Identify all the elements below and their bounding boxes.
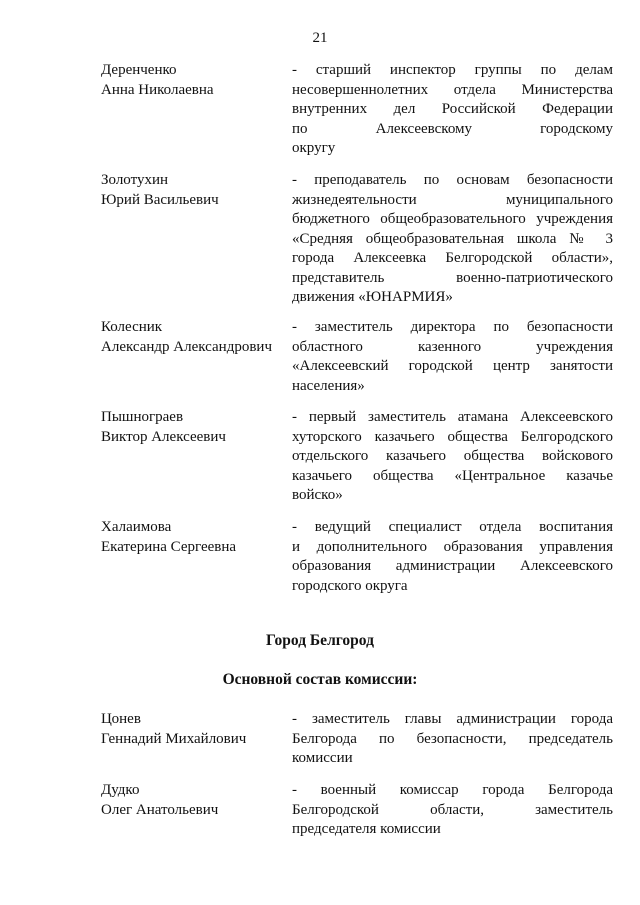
role-line: городского округа [292, 577, 408, 594]
role-line: хуторского казачьего общества Белгородского [292, 428, 613, 445]
member-surname: Деренченко [101, 62, 177, 78]
member-surname: Халаимова [101, 519, 172, 535]
member-role [292, 710, 613, 769]
role-line: бюджетного общеобразовательного учреждения [292, 211, 613, 227]
role-line: Белгородской области, заместитель [292, 801, 613, 818]
member-role [292, 171, 613, 308]
subsection-title: Основной состав комиссии: [222, 671, 418, 688]
role-line: казачьего общества «Центральное казачье [292, 467, 613, 484]
page-number: 21 [312, 30, 328, 46]
role-line: - старший инспектор группы по делам [292, 62, 613, 78]
role-line: жизнедеятельности муниципального [292, 191, 613, 208]
role-line: областного казенного учреждения [292, 338, 613, 355]
role-line: комиссии [292, 750, 353, 766]
role-line: представитель военно-патриотического [292, 269, 613, 286]
role-line: Белгорода по безопасности, председатель [292, 730, 613, 747]
member-given-name: Геннадий Михайлович [101, 730, 247, 747]
member-name [101, 171, 287, 210]
role-line: округу [292, 140, 336, 156]
role-line: города Алексеевка Белгородской области», [292, 250, 613, 266]
member-given-name: Александр Александрович [101, 338, 272, 355]
role-line: отдельского казачьего общества войскового [292, 448, 613, 464]
member-role [292, 781, 613, 840]
member-surname: Цонев [101, 711, 141, 727]
member-name [101, 518, 287, 557]
role-line: населения» [292, 377, 365, 394]
member-role [292, 518, 613, 596]
role-line: - преподаватель по основам безопасности [292, 172, 613, 188]
member-given-name: Виктор Алексеевич [101, 428, 226, 445]
role-line: образования администрации Алексеевского [292, 558, 613, 574]
role-line: - заместитель директора по безопасности [292, 319, 613, 335]
member-given-name: Екатерина Сергеевна [101, 538, 237, 555]
role-line: председателя комиссии [292, 821, 441, 837]
member-surname: Золотухин [101, 172, 169, 188]
role-line: движения «ЮНАРМИЯ» [292, 289, 453, 305]
member-role [292, 318, 613, 396]
member-role [292, 408, 613, 506]
role-line: и дополнительного образования управления [292, 538, 613, 555]
member-given-name: Анна Николаевна [101, 81, 214, 98]
section-title: Город Белгород [266, 632, 374, 649]
role-line: «Средняя общеобразовательная школа № 3 [292, 230, 613, 247]
role-line: - первый заместитель атамана Алексеевского [292, 409, 613, 425]
member-name [101, 781, 287, 820]
member-name [101, 61, 287, 100]
member-surname: Дудко [101, 782, 140, 798]
role-line: «Алексеевский городской центр занятости [292, 358, 613, 374]
role-line: войско» [292, 487, 343, 503]
role-line: - ведущий специалист отдела воспитания [292, 519, 613, 535]
member-surname: Пышнограев [101, 409, 184, 425]
member-name [101, 710, 287, 749]
role-line: - заместитель главы администрации города [292, 711, 613, 727]
role-line: - военный комиссар города Белгорода [292, 782, 613, 798]
member-given-name: Юрий Васильевич [101, 191, 219, 208]
member-role [292, 61, 613, 159]
role-line: внутренних дел Российской Федерации [292, 101, 613, 117]
role-line: по Алексеевскому городскому [292, 120, 613, 137]
member-given-name: Олег Анатольевич [101, 801, 219, 818]
member-surname: Колесник [101, 319, 163, 335]
role-line: несовершеннолетних отдела Министерства [292, 81, 613, 98]
member-name [101, 318, 287, 357]
member-name [101, 408, 287, 447]
